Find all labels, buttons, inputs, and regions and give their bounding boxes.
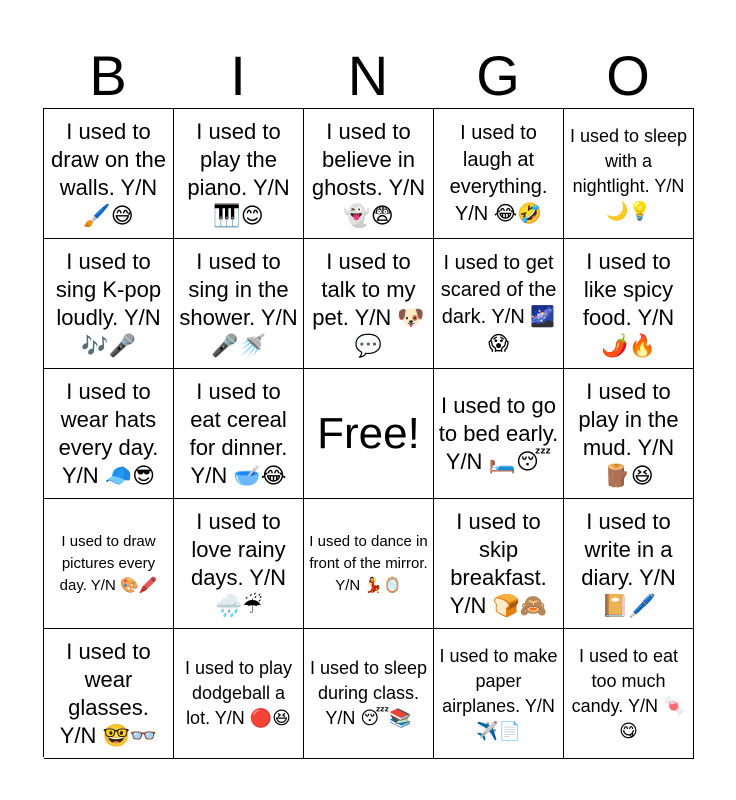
- bingo-cell[interactable]: [434, 629, 564, 759]
- bingo-cell[interactable]: [434, 109, 564, 239]
- cell-text: I used to laugh at everything. Y/N 😂🤣: [449, 121, 548, 225]
- header-letter-b: B: [89, 44, 127, 107]
- bingo-cell[interactable]: [44, 109, 174, 239]
- cell-text: I used to sing K-pop loudly. Y/N 🎶🎤: [55, 248, 162, 358]
- cell-text: I used to eat too much candy. Y/N 🍬😋: [571, 645, 686, 741]
- cell-text: I used to believe in ghosts. Y/N 👻😨: [311, 118, 426, 228]
- bingo-cell[interactable]: [174, 499, 304, 629]
- bingo-cell[interactable]: [434, 239, 564, 369]
- cell-text: I used to make paper airplanes. Y/N ✈️📄: [439, 645, 558, 741]
- cell-text: I used to get scared of the dark. Y/N 🌌😱: [440, 251, 557, 355]
- cell-text: I used to wear hats every day. Y/N 🧢😎: [58, 378, 159, 488]
- cell-text: I used to sleep during class. Y/N 😴📚: [309, 658, 428, 728]
- bingo-cell[interactable]: [564, 629, 694, 759]
- cell-text: I used to skip breakfast. Y/N 🍞🙈: [449, 508, 548, 618]
- bingo-cell[interactable]: [174, 629, 304, 759]
- cell-text: I used to draw pictures every day. Y/N 🎨🖍️: [59, 532, 158, 594]
- bingo-cell[interactable]: [304, 629, 434, 759]
- cell-text: I used to write in a diary. Y/N 📔🖊️: [581, 508, 676, 618]
- bingo-cell[interactable]: [434, 369, 564, 499]
- header-letter-o: O: [606, 44, 650, 107]
- header-letter-i: I: [230, 44, 246, 107]
- cell-text: I used to sleep with a nightlight. Y/N 🌙💡: [569, 125, 688, 221]
- bingo-cell[interactable]: [44, 239, 174, 369]
- free-space-cell[interactable]: [304, 369, 434, 499]
- cell-text: I used to go to bed early. Y/N 🛏️😴: [438, 392, 559, 474]
- bingo-cell[interactable]: [174, 369, 304, 499]
- cell-text: I used to talk to my pet. Y/N 🐶💬: [312, 248, 425, 358]
- bingo-cell[interactable]: [304, 109, 434, 239]
- bingo-grid: [43, 108, 694, 757]
- cell-text: I used to wear glasses. Y/N 🤓👓: [59, 638, 158, 748]
- cell-text: I used to sing in the shower. Y/N 🎤🚿: [179, 248, 298, 358]
- bingo-cell[interactable]: [304, 499, 434, 629]
- cell-text: I used to love rainy days. Y/N 🌧️☔: [191, 508, 286, 618]
- cell-text: I used to play the piano. Y/N 🎹😊: [187, 118, 290, 228]
- bingo-cell[interactable]: [44, 499, 174, 629]
- free-space-label: Free!: [317, 408, 420, 458]
- cell-text: I used to play dodgeball a lot. Y/N 🔴😆: [184, 658, 293, 728]
- bingo-cell[interactable]: [564, 499, 694, 629]
- header-letter-g: G: [476, 44, 520, 107]
- bingo-cell[interactable]: [44, 369, 174, 499]
- cell-text: I used to dance in front of the mirror. Y/N 💃🪞: [309, 532, 428, 594]
- cell-text: I used to draw on the walls. Y/N 🖌️😅: [51, 118, 166, 228]
- bingo-cell[interactable]: [304, 239, 434, 369]
- cell-text: I used to play in the mud. Y/N 🪵😆: [578, 378, 679, 488]
- bingo-header: [43, 44, 693, 108]
- cell-text: I used to like spicy food. Y/N 🌶️🔥: [582, 248, 675, 358]
- header-letter-n: N: [347, 44, 389, 107]
- cell-text: I used to eat cereal for dinner. Y/N 🥣😂: [189, 378, 288, 488]
- bingo-cell[interactable]: [174, 109, 304, 239]
- bingo-cell[interactable]: [174, 239, 304, 369]
- bingo-cell[interactable]: [564, 369, 694, 499]
- bingo-cell[interactable]: [44, 629, 174, 759]
- bingo-cell[interactable]: [434, 499, 564, 629]
- bingo-cell[interactable]: [564, 109, 694, 239]
- bingo-cell[interactable]: [564, 239, 694, 369]
